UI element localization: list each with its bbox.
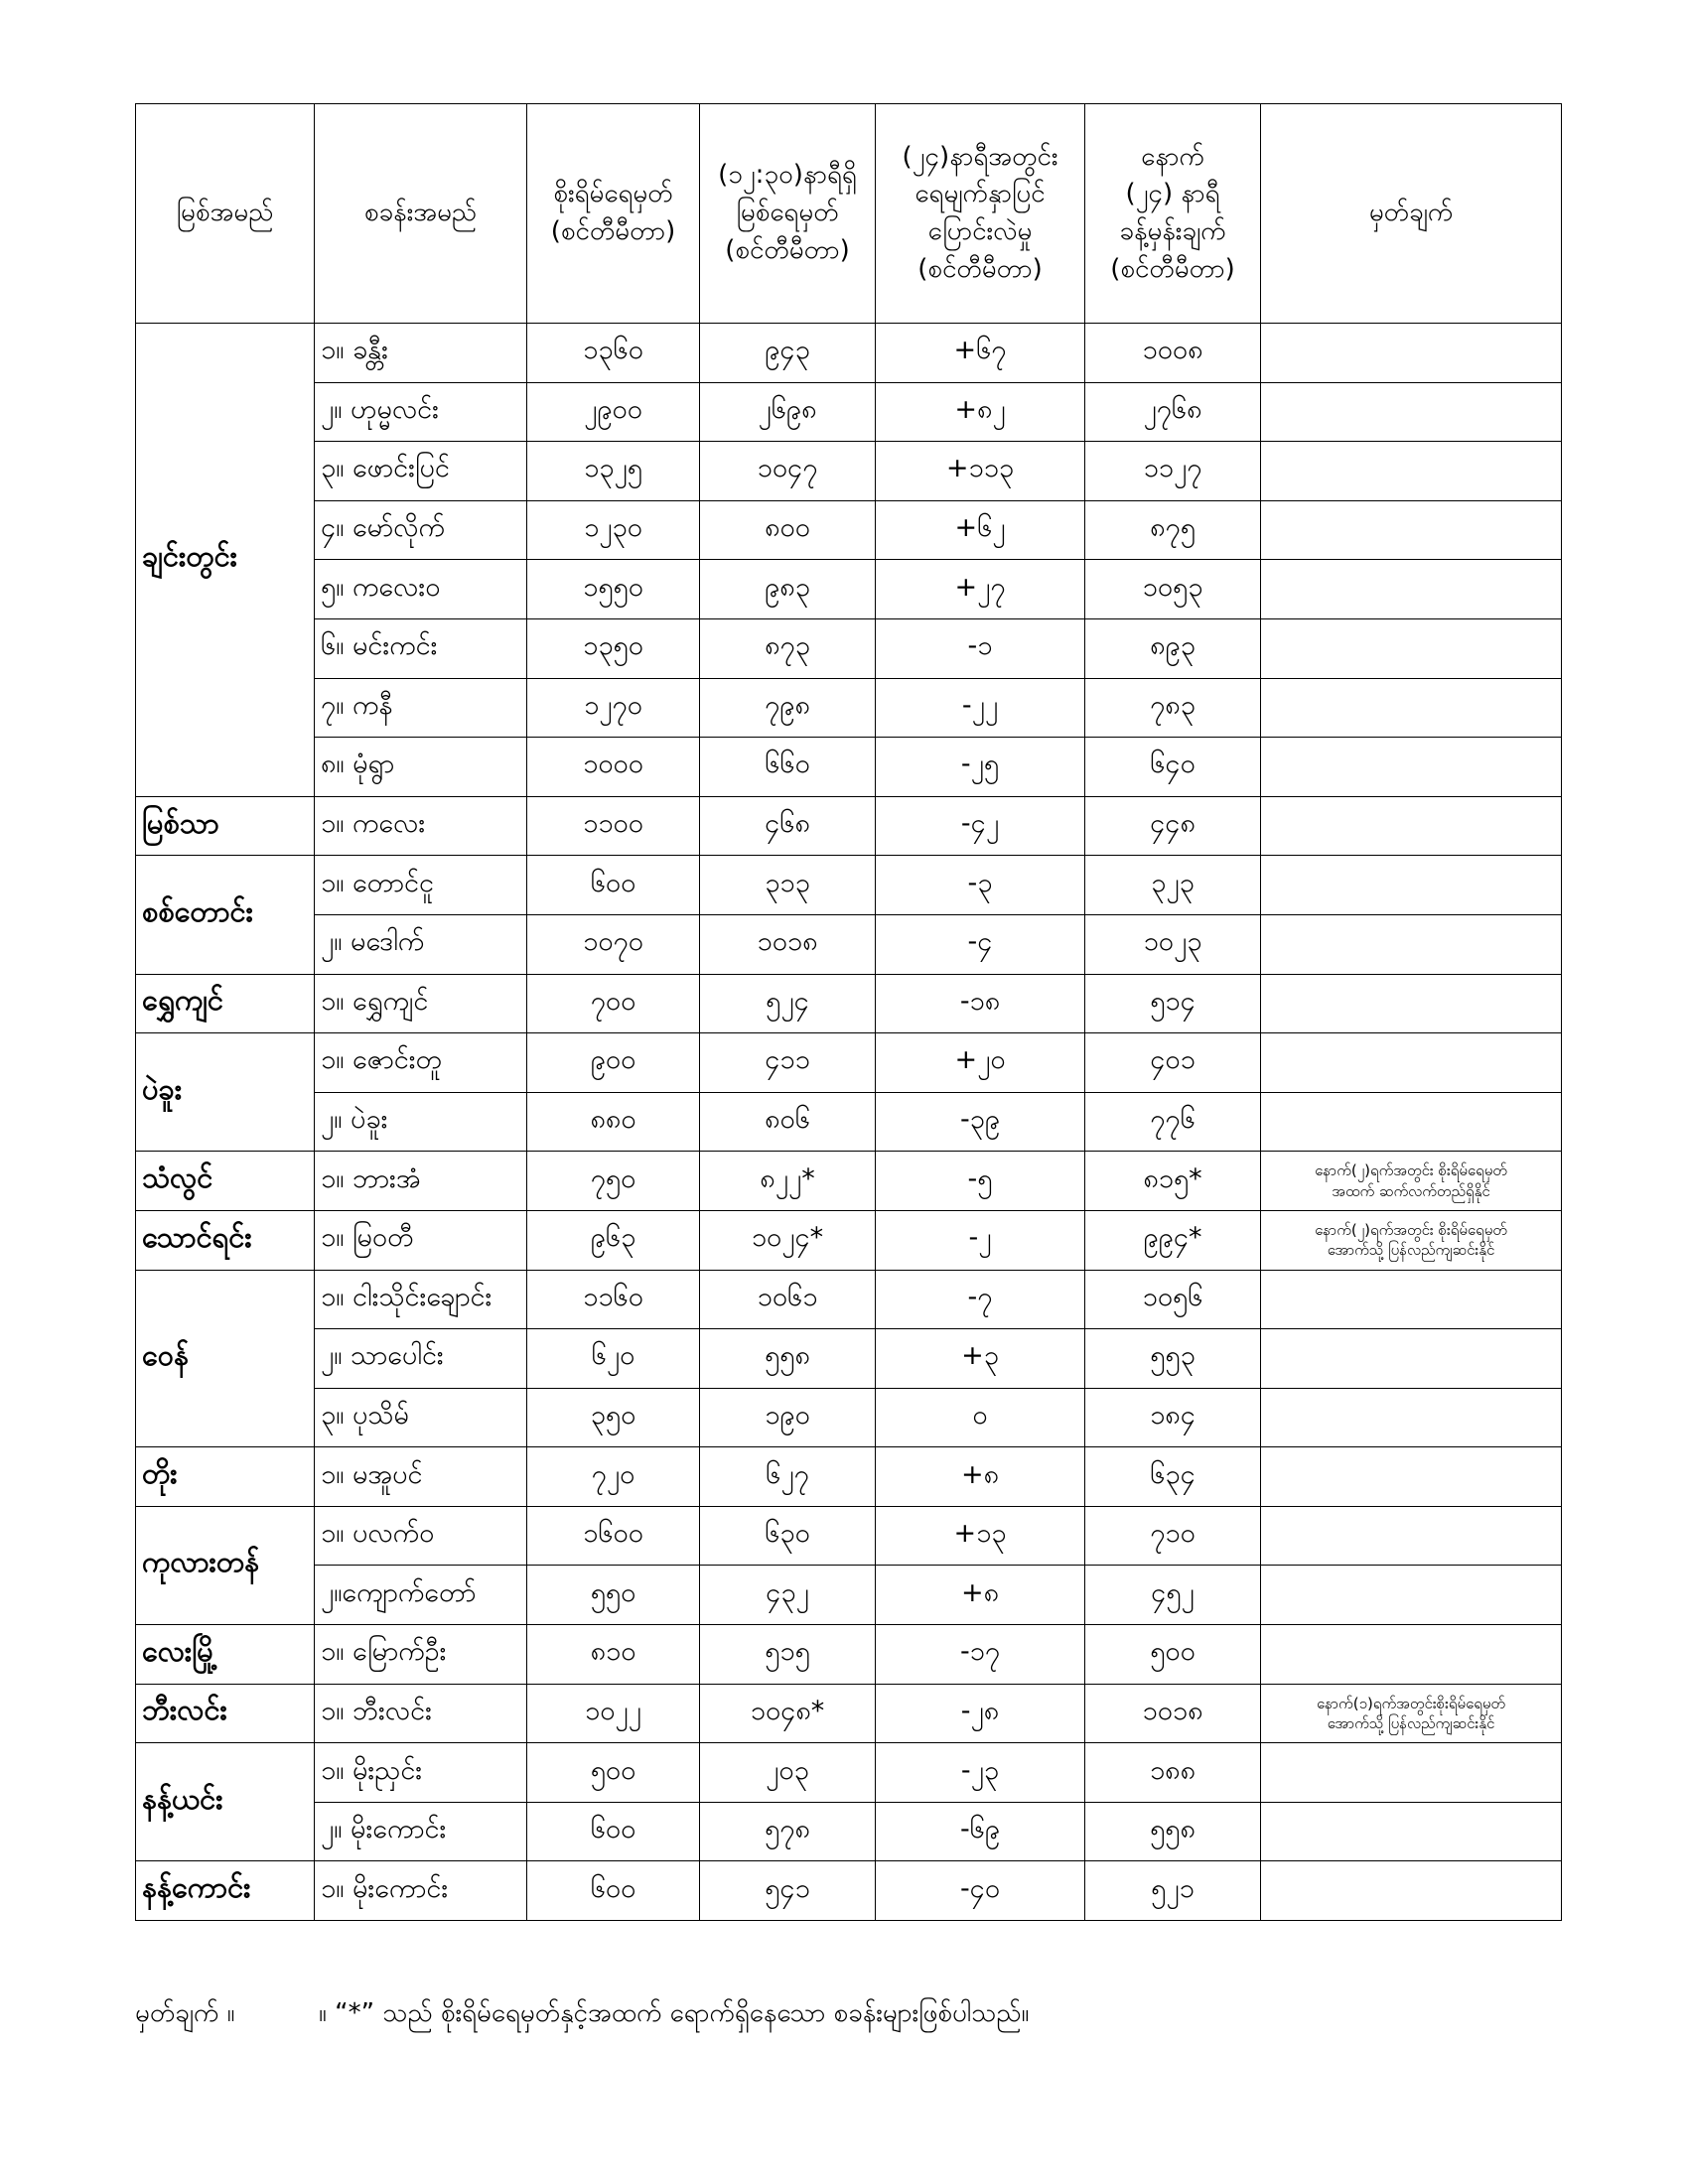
forecast-level: ၉၉၄*: [1085, 1210, 1261, 1270]
station-name: ၁။ ဘားအံ: [315, 1152, 527, 1211]
level-change: +၈၂: [876, 382, 1085, 442]
flood-forecast-table: [135, 103, 1562, 1921]
forecast-level: ၇၇၆: [1085, 1092, 1261, 1152]
level-change: -၂၂: [876, 678, 1085, 738]
remark-cell: [1261, 1625, 1562, 1685]
level-change: ၀: [876, 1388, 1085, 1447]
table-row: [136, 1329, 1562, 1389]
current-level: ၆၆၀: [700, 738, 876, 797]
remark-cell: [1261, 618, 1562, 678]
remark-cell: [1261, 974, 1562, 1033]
river-name: နန့်ကောင်း: [136, 1861, 315, 1921]
danger-level: ၁၃၂၅: [527, 442, 700, 501]
current-level: ၂၆၉၈: [700, 382, 876, 442]
danger-level: ၁၀၇၀: [527, 914, 700, 974]
header-danger-level: စိုးရိမ်ရေမှတ် (စင်တီမီတာ): [527, 104, 700, 324]
table-row: [136, 500, 1562, 560]
current-level: ၈၀၆: [700, 1092, 876, 1152]
level-change: -၁: [876, 618, 1085, 678]
danger-level: ၁၂၇၀: [527, 678, 700, 738]
river-name: ရွှေကျင်: [136, 974, 315, 1033]
forecast-level: ၈၉၃: [1085, 618, 1261, 678]
forecast-level: ၃၂၃: [1085, 856, 1261, 915]
current-level: ၅၅၈: [700, 1329, 876, 1389]
remark-cell: [1261, 1033, 1562, 1093]
station-name: ၈။ မုံရွာ: [315, 738, 527, 797]
level-change: +၈: [876, 1447, 1085, 1507]
table-row: [136, 382, 1562, 442]
station-name: ၁။ ခန္တီး: [315, 324, 527, 383]
station-name: ၁။ ဇောင်းတူ: [315, 1033, 527, 1093]
current-level: ၁၀၂၄*: [700, 1210, 876, 1270]
header-station: စခန်းအမည်: [315, 104, 527, 324]
table-row: [136, 618, 1562, 678]
danger-level: ၁၂၃၀: [527, 500, 700, 560]
river-name: သံလွင်: [136, 1152, 315, 1211]
level-change: +၃: [876, 1329, 1085, 1389]
remark-cell: [1261, 1092, 1562, 1152]
level-change: -၄၂: [876, 796, 1085, 856]
danger-level: ၁၁၆၀: [527, 1270, 700, 1329]
level-change: -၂၅: [876, 738, 1085, 797]
current-level: ၄၆၈: [700, 796, 876, 856]
river-name: ဝေန်: [136, 1270, 315, 1447]
current-level: ၄၃၂: [700, 1566, 876, 1625]
level-change: -၄၀: [876, 1861, 1085, 1921]
remark-cell: [1261, 500, 1562, 560]
table-row: [136, 1743, 1562, 1803]
station-name: ၁။ တောင်ငူ: [315, 856, 527, 915]
remark-cell: နောက်(၂)ရက်အတွင်း စိုးရိမ်ရေမှတ် အောက်သို့ ပြန်လည်ကျဆင်းနိုင်: [1261, 1210, 1562, 1270]
level-change: -၁၈: [876, 974, 1085, 1033]
danger-level: ၆၀၀: [527, 1861, 700, 1921]
current-level: ၂၀၃: [700, 1743, 876, 1803]
current-level: ၃၁၃: [700, 856, 876, 915]
danger-level: ၁၃၆၀: [527, 324, 700, 383]
river-name: စစ်တောင်း: [136, 856, 315, 974]
table-row: [136, 1092, 1562, 1152]
table-row: [136, 1625, 1562, 1685]
table-row: [136, 1152, 1562, 1211]
remark-cell: [1261, 382, 1562, 442]
remark-cell: [1261, 1861, 1562, 1921]
forecast-level: ၄၀၁: [1085, 1033, 1261, 1093]
station-name: ၁။ ပလက်ဝ: [315, 1506, 527, 1566]
footnote-text: ။ “*” သည် စိုးရိမ်ရေမှတ်နှင့်အထက် ရောက်ရှိနေသော စခန်းများဖြစ်ပါသည်။: [319, 1998, 1030, 2028]
level-change: -၇: [876, 1270, 1085, 1329]
forecast-level: ၁၀၀၈: [1085, 324, 1261, 383]
danger-level: ၈၁၀: [527, 1625, 700, 1685]
level-change: +၁၃: [876, 1506, 1085, 1566]
river-name: နန့်ယင်း: [136, 1743, 315, 1861]
station-name: ၂။ကျောက်တော်: [315, 1566, 527, 1625]
current-level: ၆၃၀: [700, 1506, 876, 1566]
river-name: ချင်းတွင်း: [136, 324, 315, 797]
remark-cell: [1261, 442, 1562, 501]
remark-cell: [1261, 1329, 1562, 1389]
danger-level: ၇၅၀: [527, 1152, 700, 1211]
table-row: [136, 974, 1562, 1033]
level-change: -၅: [876, 1152, 1085, 1211]
station-name: ၇။ ကနီ: [315, 678, 527, 738]
table-row: [136, 1270, 1562, 1329]
forecast-level: ၇၁၀: [1085, 1506, 1261, 1566]
table-row: [136, 1033, 1562, 1093]
forecast-level: ၅၅၃: [1085, 1329, 1261, 1389]
station-name: ၁။ မိုးကောင်း: [315, 1861, 527, 1921]
header-current-level: (၁၂:၃၀)နာရီရှိ မြစ်ရေမှတ် (စင်တီမီတာ): [700, 104, 876, 324]
header-remark: မှတ်ချက်: [1261, 104, 1562, 324]
current-level: ၄၁၁: [700, 1033, 876, 1093]
station-name: ၂။ သာပေါင်း: [315, 1329, 527, 1389]
level-change: -၂: [876, 1210, 1085, 1270]
forecast-level: ၄၄၈: [1085, 796, 1261, 856]
forecast-level: ၅၀၀: [1085, 1625, 1261, 1685]
station-name: ၁။ မိုးညှင်း: [315, 1743, 527, 1803]
table-row: [136, 856, 1562, 915]
station-name: ၄။ မော်လိုက်: [315, 500, 527, 560]
danger-level: ၉၀၀: [527, 1033, 700, 1093]
danger-level: ၈၈၀: [527, 1092, 700, 1152]
danger-level: ၉၆၃: [527, 1210, 700, 1270]
forecast-level: ၁၈၈: [1085, 1743, 1261, 1803]
table-body: [136, 324, 1562, 1921]
current-level: ၇၉၈: [700, 678, 876, 738]
remark-cell: [1261, 1802, 1562, 1861]
station-name: ၅။ ကလေးဝ: [315, 560, 527, 619]
remark-cell: [1261, 1388, 1562, 1447]
station-name: ၃။ ပုသိမ်: [315, 1388, 527, 1447]
current-level: ၉၈၃: [700, 560, 876, 619]
level-change: +၆၂: [876, 500, 1085, 560]
danger-level: ၂၉၀၀: [527, 382, 700, 442]
forecast-level: ၇၈၃: [1085, 678, 1261, 738]
forecast-level: ၅၁၄: [1085, 974, 1261, 1033]
level-change: +၂၇: [876, 560, 1085, 619]
table-row: [136, 914, 1562, 974]
forecast-level: ၅၅၈: [1085, 1802, 1261, 1861]
table-row: [136, 738, 1562, 797]
table-row: [136, 324, 1562, 383]
remark-cell: [1261, 1506, 1562, 1566]
level-change: -၃: [876, 856, 1085, 915]
danger-level: ၆၂၀: [527, 1329, 700, 1389]
table-row: [136, 1802, 1562, 1861]
level-change: +၆၇: [876, 324, 1085, 383]
danger-level: ၃၅၀: [527, 1388, 700, 1447]
current-level: ၅၂၄: [700, 974, 876, 1033]
table-row: [136, 1388, 1562, 1447]
danger-level: ၁၀၂၂: [527, 1684, 700, 1743]
station-name: ၁။ ငါးသိုင်းချောင်း: [315, 1270, 527, 1329]
danger-level: ၆၀၀: [527, 1802, 700, 1861]
current-level: ၁၀၆၁: [700, 1270, 876, 1329]
header-river: မြစ်အမည်: [136, 104, 315, 324]
current-level: ၆၂၇: [700, 1447, 876, 1507]
remark-cell: [1261, 1270, 1562, 1329]
station-name: ၁။ မအူပင်: [315, 1447, 527, 1507]
forecast-level: ၈၁၅*: [1085, 1152, 1261, 1211]
danger-level: ၁၀၀၀: [527, 738, 700, 797]
forecast-level: ၁၀၁၈: [1085, 1684, 1261, 1743]
level-change: +၈: [876, 1566, 1085, 1625]
remark-cell: နောက်(၂)ရက်အတွင်း စိုးရိမ်ရေမှတ် အထက် ဆက်လက်တည်ရှိနိုင်: [1261, 1152, 1562, 1211]
river-name: ပဲခူး: [136, 1033, 315, 1152]
forecast-level: ၆၃၄: [1085, 1447, 1261, 1507]
forecast-level: ၁၀၅၃: [1085, 560, 1261, 619]
station-name: ၁။ ကလေး: [315, 796, 527, 856]
river-name: မြစ်သာ: [136, 796, 315, 856]
river-name: ကုလားတန်: [136, 1506, 315, 1624]
remark-cell: [1261, 738, 1562, 797]
station-name: ၁။ မြောက်ဦး: [315, 1625, 527, 1685]
river-name: တိုး: [136, 1447, 315, 1507]
remark-cell: [1261, 856, 1562, 915]
table-row: [136, 1447, 1562, 1507]
danger-level: ၇၀၀: [527, 974, 700, 1033]
level-change: +၂၀: [876, 1033, 1085, 1093]
forecast-level: ၆၄၀: [1085, 738, 1261, 797]
station-name: ၁။ ရွှေကျင်: [315, 974, 527, 1033]
danger-level: ၅၀၀: [527, 1743, 700, 1803]
forecast-level: ၁၁၂၇: [1085, 442, 1261, 501]
current-level: ၈၇၃: [700, 618, 876, 678]
danger-level: ၆၀၀: [527, 856, 700, 915]
danger-level: ၁၅၅၀: [527, 560, 700, 619]
danger-level: ၇၂၀: [527, 1447, 700, 1507]
station-name: ၁။ မြဝတီ: [315, 1210, 527, 1270]
table-row: [136, 796, 1562, 856]
level-change: -၁၇: [876, 1625, 1085, 1685]
table-row: [136, 1210, 1562, 1270]
danger-level: ၁၃၅၀: [527, 618, 700, 678]
current-level: ၁၀၁၈: [700, 914, 876, 974]
danger-level: ၅၅၀: [527, 1566, 700, 1625]
current-level: ၁၀၄၇: [700, 442, 876, 501]
forecast-level: ၈၇၅: [1085, 500, 1261, 560]
station-name: ၁။ ဘီးလင်း: [315, 1684, 527, 1743]
station-name: ၂။ ပဲခူး: [315, 1092, 527, 1152]
remark-cell: နောက်(၁)ရက်အတွင်းစိုးရိမ်ရေမှတ် အောက်သို့ ပြန်လည်ကျဆင်းနိုင်: [1261, 1684, 1562, 1743]
current-level: ၅၇၈: [700, 1802, 876, 1861]
current-level: ၅၁၅: [700, 1625, 876, 1685]
current-level: ၅၄၁: [700, 1861, 876, 1921]
forecast-level: ၂၇၆၈: [1085, 382, 1261, 442]
current-level: ၁၉၀: [700, 1388, 876, 1447]
level-change: +၁၁၃: [876, 442, 1085, 501]
level-change: -၃၉: [876, 1092, 1085, 1152]
forecast-level: ၄၅၂: [1085, 1566, 1261, 1625]
header-24h-forecast: နောက် (၂၄) နာရီ ခန့်မှန်းချက် (စင်တီမီတာ): [1085, 104, 1261, 324]
station-name: ၂။ မဒေါက်: [315, 914, 527, 974]
remark-cell: [1261, 1447, 1562, 1507]
table-row: [136, 1506, 1562, 1566]
forecast-level: ၁၀၂၃: [1085, 914, 1261, 974]
station-name: ၂။ မိုးကောင်း: [315, 1802, 527, 1861]
current-level: ၁၀၄၈*: [700, 1684, 876, 1743]
remark-cell: [1261, 1743, 1562, 1803]
level-change: -၂၃: [876, 1743, 1085, 1803]
river-name: ဘီးလင်း: [136, 1684, 315, 1743]
table-row: [136, 678, 1562, 738]
station-name: ၂။ ဟုမ္မလင်း: [315, 382, 527, 442]
forecast-level: ၁၀၅၆: [1085, 1270, 1261, 1329]
remark-cell: [1261, 560, 1562, 619]
forecast-level: ၅၂၁: [1085, 1861, 1261, 1921]
remark-cell: [1261, 678, 1562, 738]
level-change: -၄: [876, 914, 1085, 974]
river-name: သောင်ရင်း: [136, 1210, 315, 1270]
current-level: ၈၂၂*: [700, 1152, 876, 1211]
river-name: လေးမြို့: [136, 1625, 315, 1685]
footnote: [135, 1995, 1029, 2034]
station-name: ၆။ မင်းကင်း: [315, 618, 527, 678]
level-change: -၂၈: [876, 1684, 1085, 1743]
remark-cell: [1261, 324, 1562, 383]
remark-cell: [1261, 796, 1562, 856]
level-change: -၆၉: [876, 1802, 1085, 1861]
current-level: ၉၄၃: [700, 324, 876, 383]
table-row: [136, 1566, 1562, 1625]
header-24h-change: (၂၄)နာရီအတွင်း ရေမျက်နှာပြင် ပြောင်းလဲမှု (စင်တီမီတာ): [876, 104, 1085, 324]
remark-cell: [1261, 914, 1562, 974]
footnote-label: မှတ်ချက် ။: [135, 1998, 235, 2028]
header-row: [136, 104, 1562, 324]
current-level: ၈၀၀: [700, 500, 876, 560]
table-row: [136, 1684, 1562, 1743]
remark-cell: [1261, 1566, 1562, 1625]
forecast-level: ၁၈၄: [1085, 1388, 1261, 1447]
table-row: [136, 560, 1562, 619]
table-row: [136, 1861, 1562, 1921]
danger-level: ၁၆၀၀: [527, 1506, 700, 1566]
station-name: ၃။ ဖောင်းပြင်: [315, 442, 527, 501]
table-row: [136, 442, 1562, 501]
danger-level: ၁၁၀၀: [527, 796, 700, 856]
